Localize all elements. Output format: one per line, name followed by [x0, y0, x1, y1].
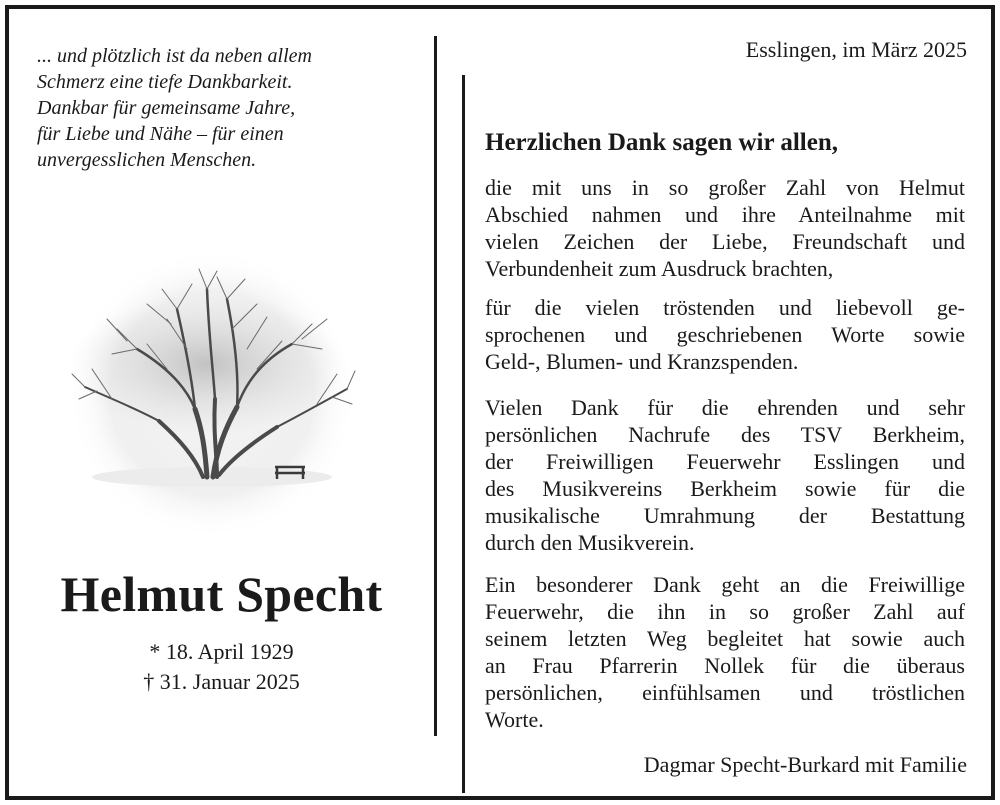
- paragraph-line: Verbundenheit zum Ausdruck brachten,: [485, 256, 834, 281]
- memorial-quote: [37, 43, 417, 173]
- divider-line: [462, 75, 465, 793]
- tree-with-bench-icon: [67, 249, 357, 539]
- right-column: [485, 9, 965, 796]
- paragraph-line: Geld-, Blumen- und Kranzspenden.: [485, 349, 799, 374]
- paragraph-line: durch den Musikverein.: [485, 530, 695, 555]
- thanks-paragraph: [485, 571, 965, 733]
- quote-line: Schmerz eine tiefe Dankbarkeit.: [37, 71, 293, 93]
- thanks-paragraph: [485, 294, 965, 375]
- life-dates: [9, 637, 434, 697]
- quote-line: unvergesslichen Menschen.: [37, 149, 257, 171]
- quote-line: Dankbar für gemeinsame Jahre,: [37, 97, 296, 119]
- thanks-paragraph: [485, 174, 965, 282]
- divider-line: [434, 36, 437, 736]
- paragraph-line: der Freiwilligen Feuerwehr Esslingen und: [485, 449, 965, 474]
- paragraph-line: Vielen Dank für die ehrenden und sehr: [485, 395, 965, 420]
- obituary-notice: [5, 5, 995, 800]
- paragraph-line: des Musikvereins Berkheim sowie für die: [485, 476, 965, 501]
- signature: Dagmar Specht-Burkard mit Familie: [643, 752, 967, 777]
- paragraph-line: persönlichen, einfühlsamen und tröstlichen: [485, 680, 965, 705]
- paragraph-line: die mit uns in so großer Zahl von Helmut: [485, 175, 965, 200]
- death-date: † 31. Januar 2025: [143, 669, 300, 694]
- thanks-paragraph: [485, 394, 965, 556]
- paragraph-line: seinem letzten Weg begleitet hat sowie auch: [485, 626, 965, 651]
- paragraph-line: an Frau Pfarrerin Nollek für die überaus: [485, 653, 965, 678]
- deceased-name: Helmut Specht: [60, 566, 383, 622]
- paragraph-line: musikalische Umrahmung der Bestattung: [485, 503, 965, 528]
- paragraph-line: Abschied nahmen und ihre Anteilnahme mit: [485, 202, 965, 227]
- paragraph-line: sprochenen und geschriebenen Worte sowie: [485, 322, 965, 347]
- paragraph-line: Worte.: [485, 707, 544, 732]
- paragraph-line: Ein besonderer Dank geht an die Freiwillige: [485, 572, 965, 597]
- paragraph-line: Feuerwehr, die ihn in so großer Zahl auf: [485, 599, 965, 624]
- paragraph-line: persönlichen Nachrufe des TSV Berkheim,: [485, 422, 965, 447]
- birth-date: * 18. April 1929: [149, 639, 294, 664]
- thanks-heading: Herzlichen Dank sagen wir allen,: [485, 129, 839, 156]
- paragraph-line: für die vielen tröstenden und liebevoll ge-: [485, 295, 965, 320]
- place-and-date: Esslingen, im März 2025: [745, 37, 967, 62]
- quote-line: für Liebe und Nähe – für einen: [37, 123, 284, 145]
- paragraph-line: vielen Zeichen der Liebe, Freundschaft und: [485, 229, 965, 254]
- left-column: [9, 9, 434, 796]
- quote-line: ... und plötzlich ist da neben allem: [37, 45, 312, 67]
